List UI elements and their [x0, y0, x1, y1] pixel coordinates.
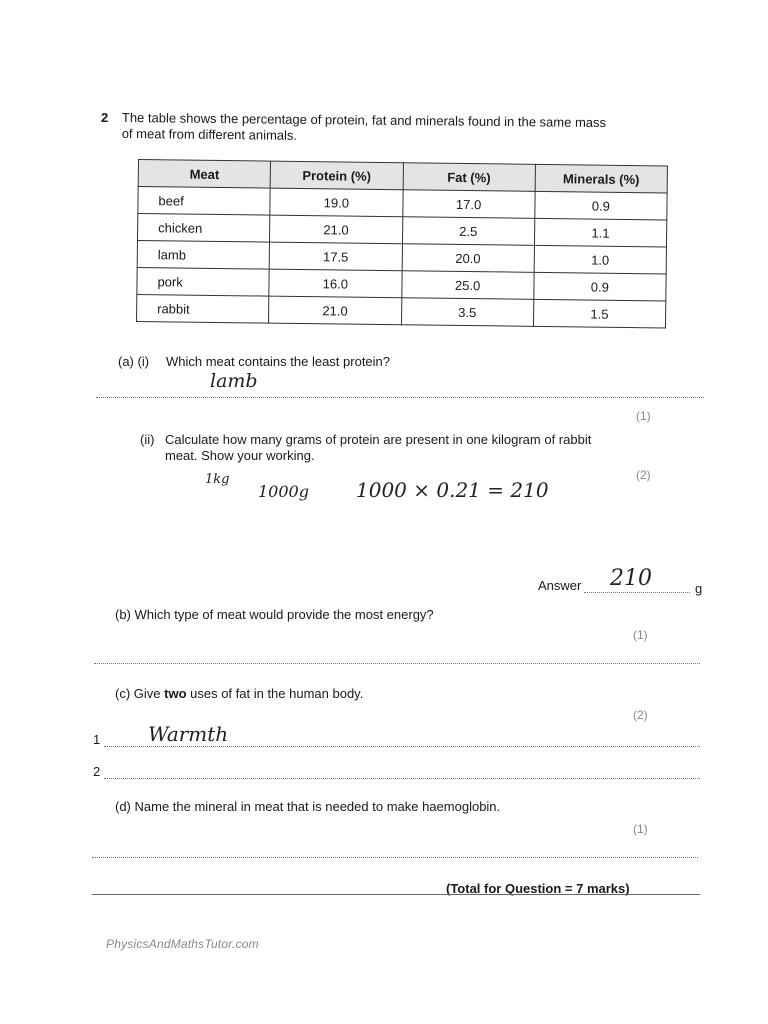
cell-meat: pork [137, 267, 270, 296]
footer-watermark: PhysicsAndMathsTutor.com [106, 937, 259, 951]
cell-protein: 19.0 [270, 188, 403, 217]
part-c-line1-label: 1 [93, 732, 101, 747]
part-a-ii-label: (ii) [140, 432, 155, 447]
cell-fat: 17.0 [402, 190, 535, 219]
part-a-ii-question-line1: Calculate how many grams of protein are present in one kilogram of rabbit [165, 432, 592, 447]
handwritten-working-1000g: 1000g [258, 482, 309, 501]
total-divider [92, 894, 700, 895]
column-header-minerals: Minerals (%) [535, 164, 668, 193]
part-c-line2-label: 2 [93, 764, 101, 779]
part-a-ii-question [165, 432, 591, 464]
cell-meat: lamb [137, 241, 270, 270]
handwritten-working-calculation: 1000 × 0.21 = 210 [356, 478, 549, 502]
cell-minerals: 0.9 [534, 272, 667, 301]
cell-minerals: 0.9 [535, 191, 668, 220]
answer-line-c-2 [104, 778, 700, 779]
answer-unit: g [695, 581, 703, 596]
part-b-question: (b) Which type of meat would provide the most energy? [115, 607, 434, 622]
marks-c: (2) [633, 708, 648, 722]
handwritten-working-1kg: 1kg [205, 472, 230, 487]
part-a-i-label: (a) (i) [118, 354, 150, 369]
cell-protein: 21.0 [269, 296, 402, 325]
answer-line-d [92, 857, 698, 858]
cell-protein: 17.5 [269, 242, 402, 271]
marks-b: (1) [633, 628, 648, 642]
question-intro-line2: of meat from different animals. [121, 125, 298, 143]
answer-line-a-i [96, 397, 704, 398]
meat-composition-table [136, 159, 668, 328]
part-a-ii-question-line2: meat. Show your working. [165, 448, 315, 463]
part-c-question [115, 686, 363, 702]
column-header-fat: Fat (%) [403, 163, 536, 192]
cell-minerals: 1.5 [533, 299, 666, 328]
handwritten-answer-c-1: Warmth [148, 722, 229, 746]
cell-fat: 2.5 [402, 217, 535, 246]
part-a-i-question: Which meat contains the least protein? [166, 354, 391, 369]
cell-minerals: 1.1 [534, 218, 667, 247]
answer-label: Answer [538, 578, 582, 593]
answer-line-b [94, 663, 700, 664]
part-c-question-prefix: (c) Give [115, 686, 165, 701]
column-header-protein: Protein (%) [270, 161, 403, 190]
part-c-question-suffix: uses of fat in the human body. [186, 686, 364, 701]
cell-protein: 21.0 [270, 215, 403, 244]
marks-a-ii: (2) [636, 468, 651, 482]
table-row [137, 294, 666, 327]
question-intro [122, 110, 606, 147]
question-intro-line1: The table shows the percentage of protein, fat and minerals found in the same mass [121, 110, 607, 131]
answer-line-c-1 [104, 746, 700, 747]
cell-meat: rabbit [137, 294, 270, 323]
cell-fat: 20.0 [402, 244, 535, 273]
marks-a-i: (1) [636, 409, 651, 423]
cell-fat: 3.5 [401, 298, 534, 327]
handwritten-answer-a-i: lamb [210, 370, 258, 392]
answer-line-a-ii [584, 592, 690, 593]
column-header-meat: Meat [138, 160, 271, 189]
total-marks: (Total for Question = 7 marks) [446, 881, 630, 896]
part-c-question-emphasis: two [164, 686, 187, 701]
cell-protein: 16.0 [269, 269, 402, 298]
handwritten-answer-a-ii: 210 [610, 566, 652, 591]
part-d-question: (d) Name the mineral in meat that is needed to make haemoglobin. [115, 799, 501, 814]
marks-d: (1) [633, 822, 648, 836]
cell-fat: 25.0 [401, 271, 534, 300]
cell-meat: beef [138, 187, 271, 216]
cell-minerals: 1.0 [534, 245, 667, 274]
question-number: 2 [101, 110, 109, 125]
cell-meat: chicken [138, 214, 271, 243]
